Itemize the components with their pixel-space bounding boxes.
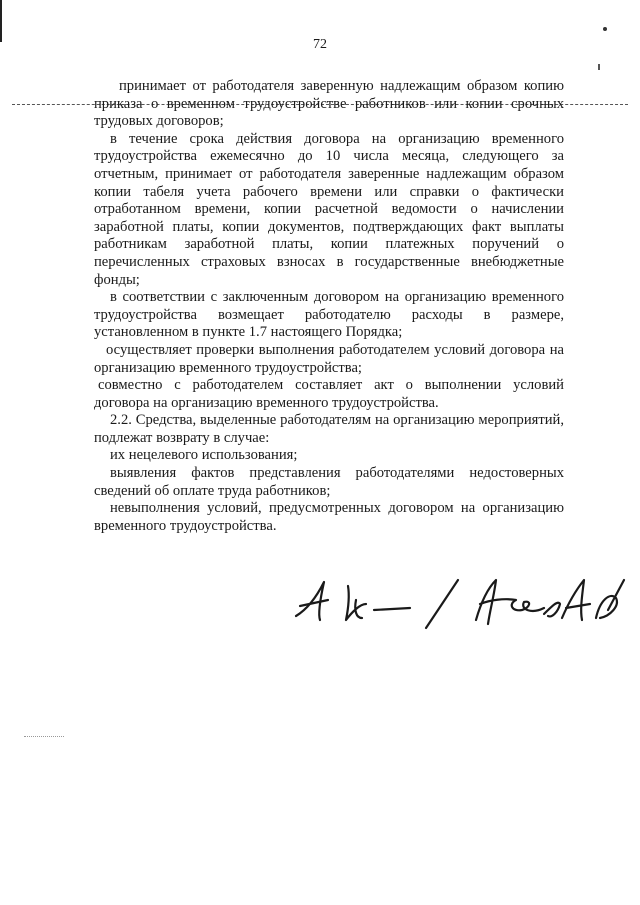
paragraph-joint-act: совместно с работодателем составляет акт о выполнении условий договора на организацию временного трудоустройства. — [94, 377, 564, 411]
paragraph-inspection: осуществляет проверки выполнения работодателем условий договора на организацию временного трудоустройства; — [94, 341, 564, 376]
document-body — [94, 78, 564, 535]
scan-tick-mark — [598, 64, 600, 70]
list-item-false-info: выявления фактов представления работодателями недостоверных сведений об оплате труда работников; — [94, 465, 564, 499]
scan-dotted-mark — [24, 736, 64, 737]
paragraph-2-2: 2.2. Средства, выделенные работодателям на организацию мероприятий, подлежат возврату в случае: — [94, 412, 564, 446]
paragraph-copy-order: принимает от работодателя заверенную надлежащим образом копию приказа о временном трудоустройстве работников или копии срочных трудовых договоров; — [94, 78, 564, 130]
paragraph-monthly-documents: в течение срока действия договора на организацию временного трудоустройства ежемесячно до 10 числа месяца, следующего за отчетным, принимает от работодателя заверенные надлежащим образом копии табеля учета рабочего времени или справки о фактически отработанном времени, копии расчетной ведомости о начислении заработной платы, копии документов, подтверждающих факт выплаты работникам заработной платы, копии платежных поручений о перечисленных страховых взносах в государственные внебюджетные фонды; — [94, 130, 564, 288]
handwritten-signature — [290, 570, 630, 640]
scan-dot-mark — [603, 27, 607, 31]
list-item-misuse: их нецелевого использования; — [110, 447, 298, 464]
list-item-nonfulfillment: невыполнения условий, предусмотренных договором на организацию временного трудоустройства. — [94, 500, 564, 534]
paragraph-reimbursement: в соответствии с заключенным договором на организацию временного трудоустройства возмещает работодателю расходы в размере, установленном в пункте 1.7 настоящего Порядка; — [94, 289, 564, 341]
page-number: 72 — [313, 37, 327, 52]
scan-edge-mark — [0, 0, 2, 42]
